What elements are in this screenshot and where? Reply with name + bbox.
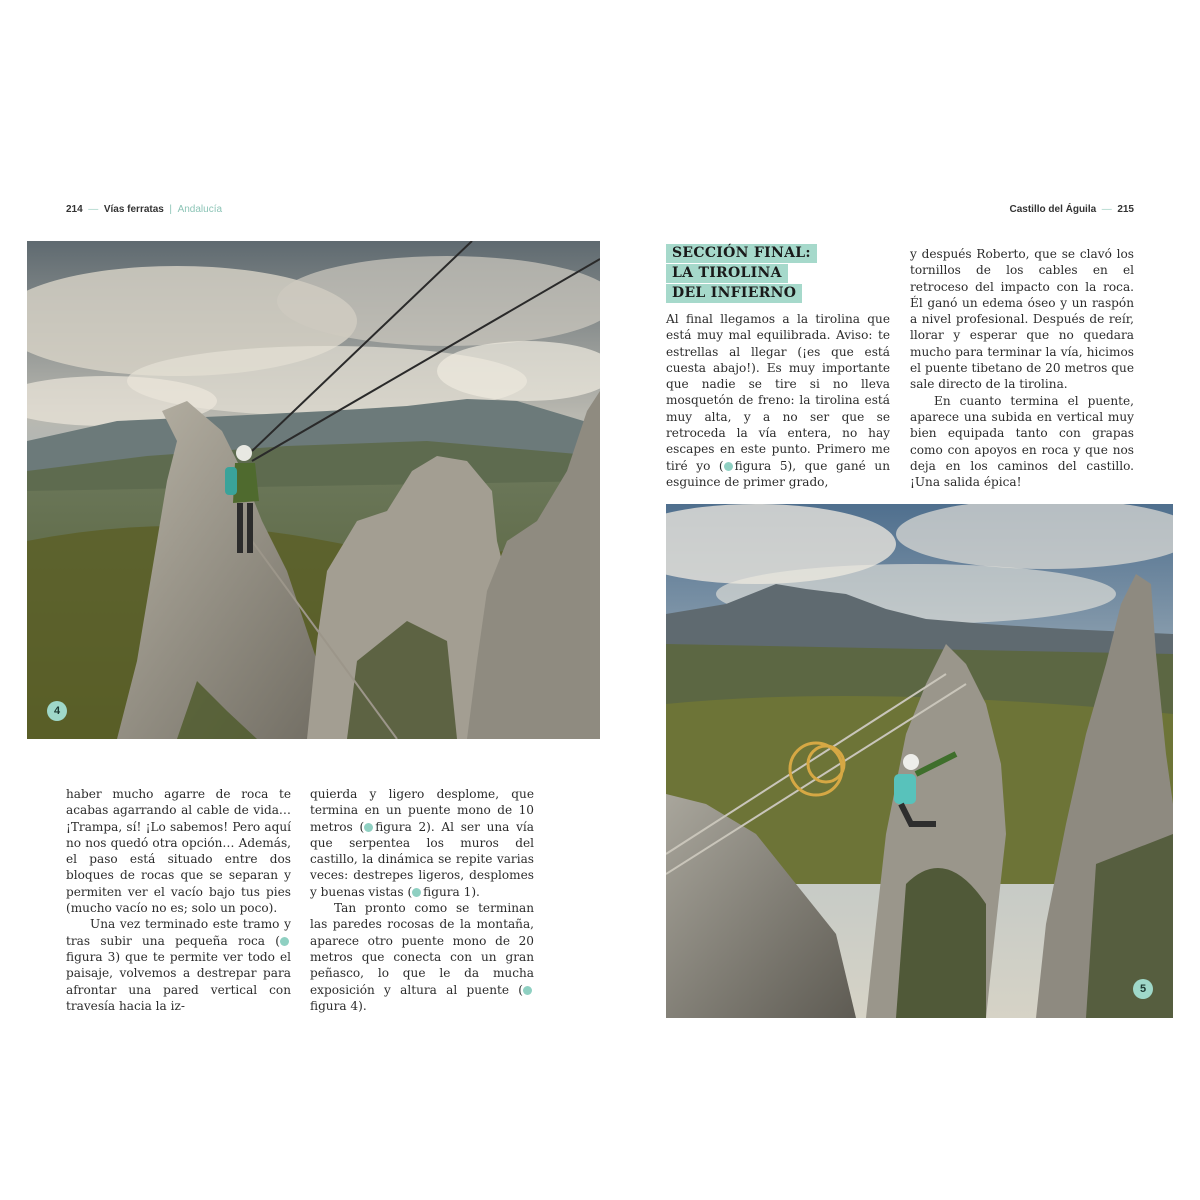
- paragraph: [310, 786, 534, 900]
- figure-4-photo: [27, 241, 600, 739]
- zipline-illustration: [666, 504, 1173, 1018]
- figure-reference-dot-icon: [724, 462, 733, 471]
- climber-helmet: [236, 445, 252, 461]
- paragraph: [666, 311, 890, 490]
- book-title: Vías ferratas: [103, 204, 164, 215]
- figure-reference-dot-icon: [280, 937, 289, 946]
- section-title-line-1: SECCIÓN FINAL:: [666, 244, 817, 263]
- figure-reference: figura 4: [310, 998, 359, 1013]
- chapter-title: Castillo del Águila: [1009, 204, 1097, 215]
- figure-4-badge: 4: [47, 701, 67, 721]
- figure-reference: figura 3: [66, 949, 116, 964]
- climber-helmet: [903, 754, 919, 770]
- region-name: Andalucía: [177, 204, 223, 215]
- text-run: quierda y ligero desplome, que termina en un puente mono de 10 metros (: [310, 787, 534, 834]
- section-title: [666, 244, 886, 304]
- left-page-column-2: [310, 786, 534, 1014]
- paragraph: [310, 900, 534, 1014]
- header-separator-bar: |: [166, 204, 175, 215]
- section-title-line-3: DEL INFIERNO: [666, 284, 802, 303]
- paragraph: haber mucho agarre de roca te acabas agarrando al cable de vida… ¡Trampa, sí! ¡Lo sabemos! Pero aquí no nos quedó otra opción… Además, el paso está situado entre dos bloques de rocas que se separan y permiten ver el vacío bajo tus pies (mucho vacío no es; solo un poco).: [66, 787, 291, 916]
- paragraph: [66, 916, 291, 1014]
- page-number-right: 215: [1117, 204, 1134, 215]
- section-title-line-2: LA TIROLINA: [666, 264, 788, 283]
- via-ferrata-bridge-illustration: [27, 241, 600, 739]
- text-run: Tan pronto como se terminan las paredes rocosas de la montaña, aparece otro puente mono de 20 metros que conecta con un gran peñasco, lo que le da mucha exposición y altura al puente (: [310, 901, 534, 997]
- text-run: ).: [471, 884, 480, 899]
- figure-reference: figura 1: [423, 884, 472, 899]
- text-run: Al final llegamos a la tirolina que está muy mal equilibrada. Aviso: te estrellas al llegar (¡es que está cuesta abajo!). Es muy importante que nadie se tire si no lleva mosquetón de freno: la tirolina está muy alta, y a no ser que se retroceda la vía entera, no hay escapes en este punto. Primero me tiré yo (: [666, 312, 890, 473]
- paragraph: En cuanto termina el puente, aparece una subida en vertical muy bien equipada tanto con grapas como con apoyos en roca y que nos deja en los caminos del castillo. ¡Una salida épica!: [910, 393, 1134, 490]
- figure-reference-dot-icon: [364, 823, 373, 832]
- left-page-column-1: [66, 786, 291, 1014]
- figure-reference: figura 2: [375, 819, 427, 834]
- text-run: ).: [358, 998, 367, 1013]
- running-header-left: [66, 204, 222, 215]
- text-run: ). Al ser una vía que serpentea los muros del castillo, la dinámica se repite varias veces: destrepes ligeros, desplomes y buenas vistas (: [310, 819, 534, 899]
- right-page-column-1: [666, 311, 890, 490]
- text-run: ) que te permite ver todo el paisaje, volvemos a destrepar para afrontar una pared vertical con travesía hacia la iz-: [66, 949, 291, 1013]
- figure-5-photo: [666, 504, 1173, 1018]
- right-page-column-2: [910, 246, 1134, 490]
- text-run: Una vez terminado este tramo y tras subir una pequeña roca (: [66, 917, 291, 948]
- running-header-right: [1010, 204, 1135, 215]
- header-separator-dash: —: [1098, 204, 1115, 215]
- paragraph: y después Roberto, que se clavó los tornillos de los cables en el retroceso del impacto con la roca. Él ganó un edema óseo y un raspón a nivel profesional. Después de reír, llorar y esperar que no quedara mucho para terminar la vía, hicimos el puente tibetano de 20 metros que sale directo de la tirolina.: [910, 247, 1134, 392]
- figure-reference-dot-icon: [412, 888, 421, 897]
- page-number-left: 214: [66, 204, 83, 215]
- figure-reference-dot-icon: [523, 986, 532, 995]
- figure-reference: figura 5: [734, 458, 788, 473]
- text-run: ), que gané un esguince de primer grado,: [666, 458, 890, 489]
- figure-5-badge: 5: [1133, 979, 1153, 999]
- header-separator-dash: —: [85, 204, 102, 215]
